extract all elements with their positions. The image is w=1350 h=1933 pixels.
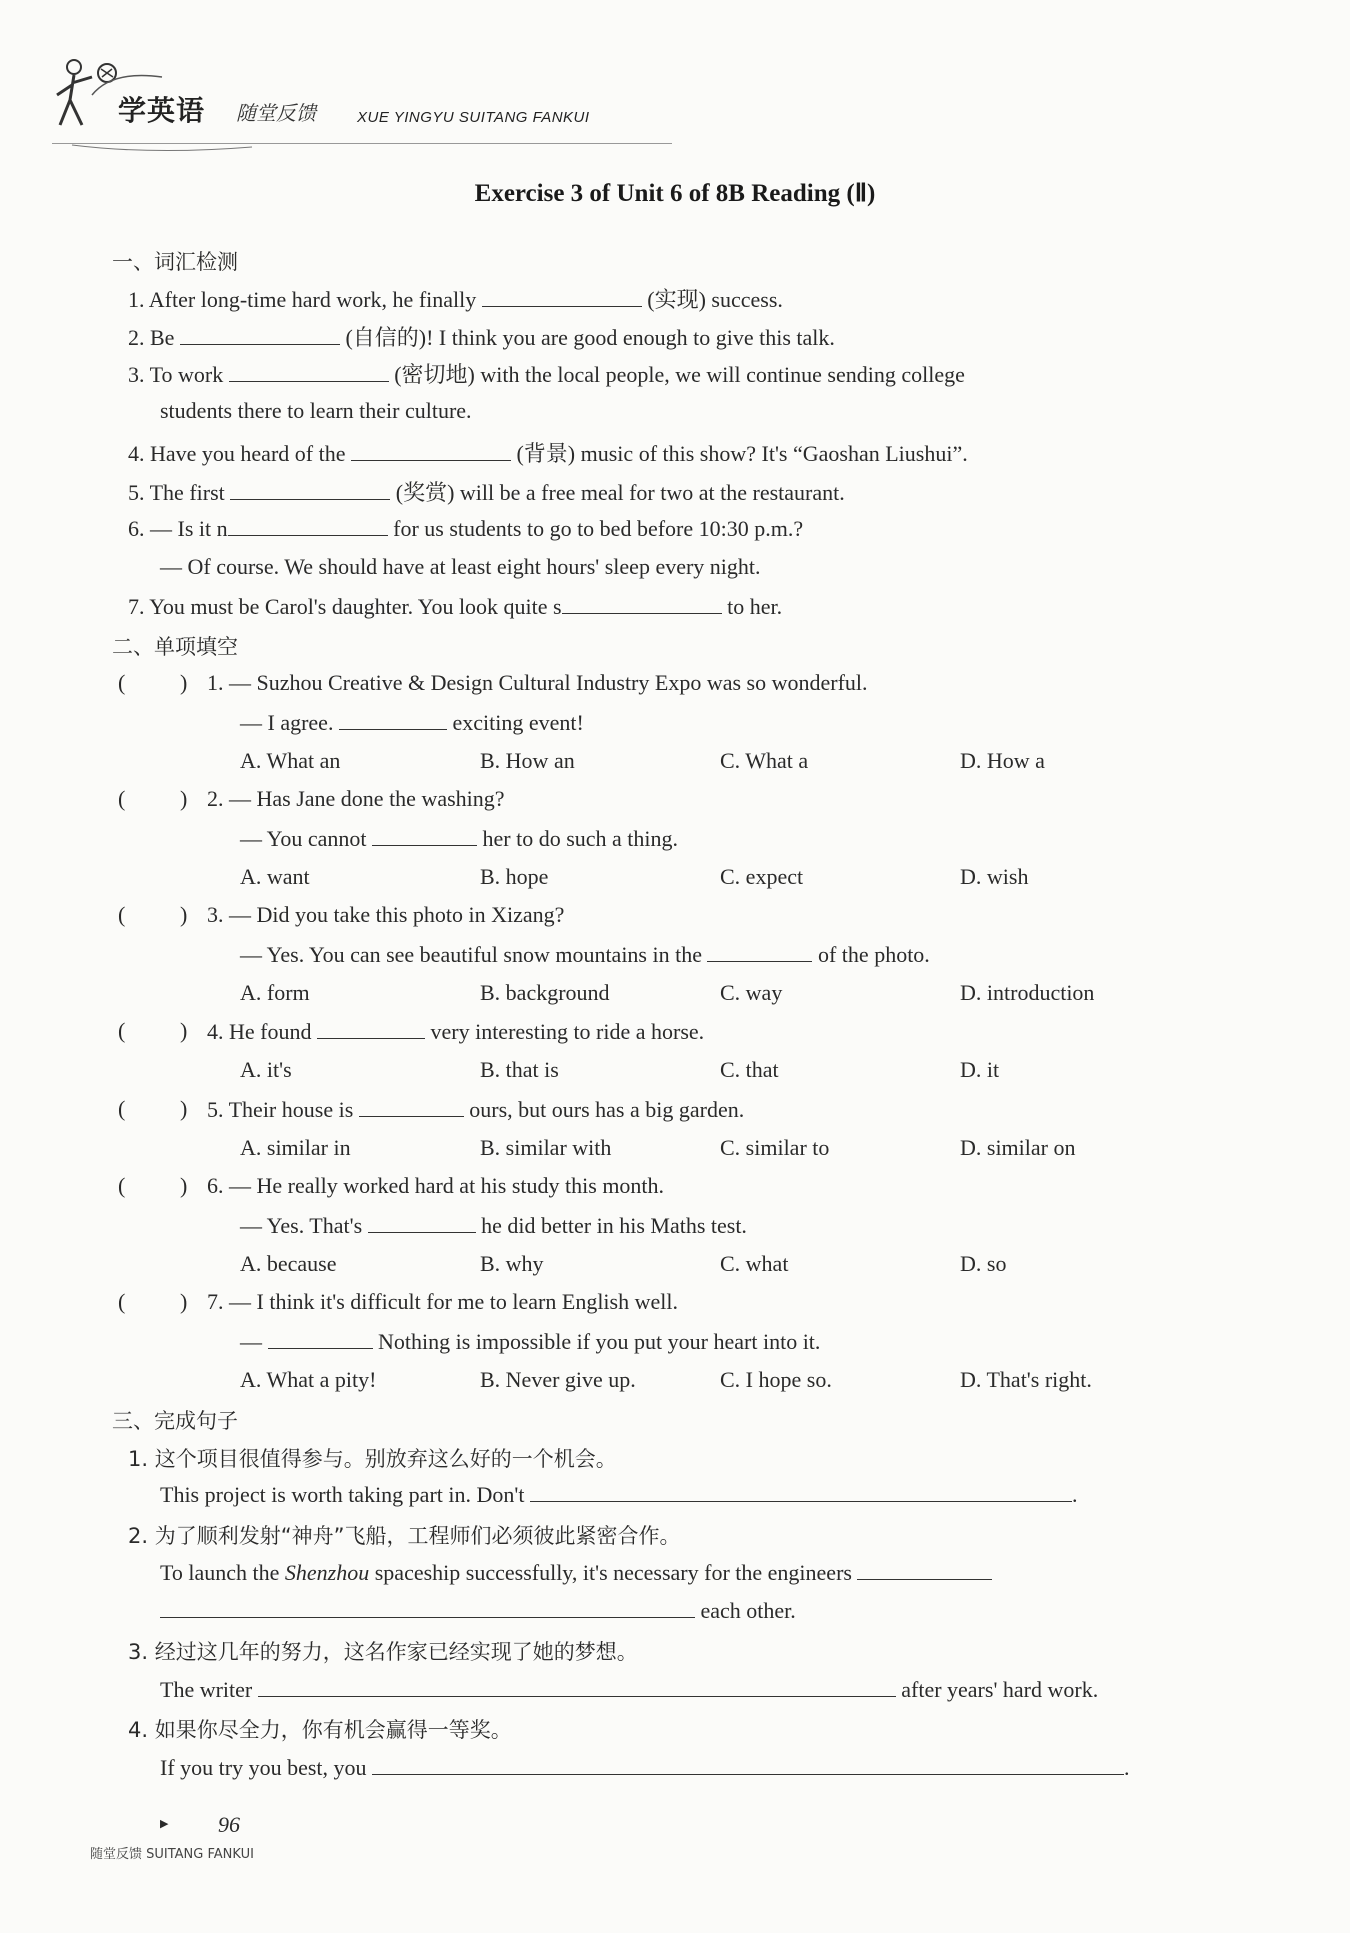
answer-blank[interactable] — [530, 1481, 1072, 1502]
answer-blank[interactable] — [372, 825, 477, 846]
page-title: Exercise 3 of Unit 6 of 8B Reading (Ⅱ) — [474, 180, 876, 207]
mc-option-b[interactable]: B. similar with — [480, 1135, 612, 1160]
answer-blank[interactable] — [230, 479, 390, 500]
mc-option-b[interactable]: B. why — [480, 1251, 544, 1276]
vocab-item-6-cont: — Of course. We should have at least eight hours' sleep every night. — [160, 554, 761, 579]
vocab-item-6: 6. — Is it n for us students to go to bed before 10:30 p.m.? — [128, 516, 804, 541]
translate-item-2-en: To launch the Shenzhou spaceship successfully, it's necessary for the engineers — [160, 1559, 992, 1586]
answer-blank[interactable] — [482, 286, 642, 307]
translate-item-4-en: If you try you best, you . — [160, 1755, 1130, 1780]
mc-option-b[interactable]: B. that is — [480, 1057, 559, 1082]
footer-label: 随堂反馈 SUITANG FANKUI — [90, 1847, 254, 1862]
mc-option-b[interactable]: B. hope — [480, 864, 549, 889]
mc-option-c[interactable]: C. way — [720, 980, 783, 1005]
vocab-item-5: 5. The first (奖赏) will be a free meal for two at the restaurant. — [128, 480, 845, 505]
answer-blank[interactable] — [160, 1597, 695, 1618]
mc-question-6: 6. — He really worked hard at his study this month. — [207, 1173, 665, 1198]
vocab-item-2: 2. Be (自信的)! I think you are good enough to give this talk. — [128, 325, 835, 350]
mc-option-d[interactable]: D. introduction — [960, 980, 1095, 1005]
translate-item-1-en: This project is worth taking part in. Don't . — [160, 1482, 1078, 1507]
header-divider — [52, 143, 672, 144]
answer-blank[interactable] — [228, 515, 388, 536]
mc-option-d[interactable]: D. wish — [960, 864, 1029, 889]
answer-paren-open: ( — [118, 1289, 126, 1314]
answer-paren-open: ( — [118, 1173, 126, 1198]
logo-subtitle: 随堂反馈 — [236, 101, 316, 125]
answer-paren-close[interactable]: ) — [180, 1289, 188, 1314]
mc-option-c[interactable]: C. that — [720, 1057, 779, 1082]
mc-option-a[interactable]: A. similar in — [240, 1135, 351, 1160]
mc-option-d[interactable]: D. so — [960, 1251, 1007, 1276]
answer-blank[interactable] — [372, 1754, 1124, 1775]
answer-blank[interactable] — [268, 1328, 373, 1349]
mc-option-c[interactable]: C. what — [720, 1251, 789, 1276]
vocab-item-1: 1. After long-time hard work, he finally (实现) success. — [128, 287, 783, 312]
mc-option-c[interactable]: C. I hope so. — [720, 1367, 832, 1392]
translate-item-2-cn: 2. 为了顺利发射“神舟”飞船，工程师们必须彼此紧密合作。 — [128, 1524, 681, 1548]
answer-paren-close[interactable]: ) — [180, 670, 188, 695]
translate-item-2-en-cont: each other. — [160, 1597, 796, 1624]
answer-paren-open: ( — [118, 902, 126, 927]
mc-option-a[interactable]: A. form — [240, 980, 310, 1005]
mc-option-d[interactable]: D. That's right. — [960, 1367, 1092, 1392]
mc-question-6-reply: — Yes. That's he did better in his Maths test. — [240, 1213, 747, 1238]
mc-question-4: 4. He found very interesting to ride a horse. — [207, 1019, 705, 1044]
mc-question-7-reply: — Nothing is impossible if you put your heart into it. — [240, 1329, 821, 1354]
mc-question-1-reply: — I agree. exciting event! — [240, 710, 584, 735]
answer-blank[interactable] — [258, 1676, 896, 1697]
translate-item-3-cn: 3. 经过这几年的努力，这名作家已经实现了她的梦想。 — [128, 1640, 638, 1664]
mc-option-c[interactable]: C. What a — [720, 748, 809, 773]
section2-heading: 二、单项填空 — [112, 635, 238, 659]
translate-item-4-cn: 4. 如果你尽全力，你有机会赢得一等奖。 — [128, 1718, 512, 1742]
answer-blank[interactable] — [351, 440, 511, 461]
mc-option-c[interactable]: C. similar to — [720, 1135, 830, 1160]
section1-heading: 一、词汇检测 — [112, 250, 238, 274]
mc-option-b[interactable]: B. How an — [480, 748, 575, 773]
answer-paren-open: ( — [118, 670, 126, 695]
mc-question-3: 3. — Did you take this photo in Xizang? — [207, 902, 565, 927]
mc-option-a[interactable]: A. want — [240, 864, 310, 889]
mc-option-d[interactable]: D. How a — [960, 748, 1045, 773]
mc-option-a[interactable]: A. What an — [240, 748, 341, 773]
logo-pinyin: XUE YINGYU SUITANG FANKUI — [357, 109, 590, 126]
answer-blank[interactable] — [317, 1018, 425, 1039]
answer-blank[interactable] — [562, 593, 722, 614]
answer-blank[interactable] — [707, 941, 812, 962]
logo-title: 学英语 — [118, 94, 206, 127]
vocab-item-3: 3. To work (密切地) with the local people, we will continue sending college — [128, 362, 965, 387]
mc-question-7: 7. — I think it's difficult for me to learn English well. — [207, 1289, 678, 1314]
triangle-icon: ▶ — [160, 1817, 169, 1830]
mc-option-b[interactable]: B. background — [480, 980, 610, 1005]
page-number: 96 — [218, 1812, 240, 1837]
answer-paren-open: ( — [118, 786, 126, 811]
answer-paren-close[interactable]: ) — [180, 902, 188, 927]
answer-paren-close[interactable]: ) — [180, 786, 188, 811]
answer-blank[interactable] — [359, 1096, 464, 1117]
answer-paren-close[interactable]: ) — [180, 1173, 188, 1198]
mc-option-c[interactable]: C. expect — [720, 864, 804, 889]
mc-option-a[interactable]: A. it's — [240, 1057, 292, 1082]
answer-blank[interactable] — [857, 1559, 992, 1580]
mc-question-1: 1. — Suzhou Creative & Design Cultural Industry Expo was so wonderful. — [207, 670, 868, 695]
mc-question-2-reply: — You cannot her to do such a thing. — [240, 826, 679, 851]
translate-item-3-en: The writer after years' hard work. — [160, 1677, 1099, 1702]
answer-paren-close[interactable]: ) — [180, 1096, 188, 1121]
vocab-item-7: 7. You must be Carol's daughter. You look quite s to her. — [128, 594, 783, 619]
mc-question-2: 2. — Has Jane done the washing? — [207, 786, 505, 811]
section3-heading: 三、完成句子 — [112, 1409, 238, 1433]
mc-question-3-reply: — Yes. You can see beautiful snow mountains in the of the photo. — [240, 942, 930, 967]
answer-blank[interactable] — [339, 709, 447, 730]
answer-paren-open: ( — [118, 1018, 126, 1043]
mc-option-a[interactable]: A. What a pity! — [240, 1367, 377, 1392]
answer-paren-close[interactable]: ) — [180, 1018, 188, 1043]
answer-blank[interactable] — [368, 1212, 476, 1233]
mc-option-d[interactable]: D. similar on — [960, 1135, 1076, 1160]
answer-blank[interactable] — [229, 361, 389, 382]
mc-option-a[interactable]: A. because — [240, 1251, 337, 1276]
mc-option-d[interactable]: D. it — [960, 1057, 1000, 1082]
vocab-item-4: 4. Have you heard of the (背景) music of this show? It's “Gaoshan Liushui”. — [128, 441, 968, 466]
translate-item-1-cn: 1. 这个项目很值得参与。别放弃这么好的一个机会。 — [128, 1447, 617, 1471]
header-logo — [52, 55, 652, 155]
mc-question-5: 5. Their house is ours, but ours has a big garden. — [207, 1097, 745, 1122]
answer-paren-open: ( — [118, 1096, 126, 1121]
vocab-item-3-cont: students there to learn their culture. — [160, 398, 472, 423]
mc-option-b[interactable]: B. Never give up. — [480, 1367, 636, 1392]
answer-blank[interactable] — [180, 324, 340, 345]
